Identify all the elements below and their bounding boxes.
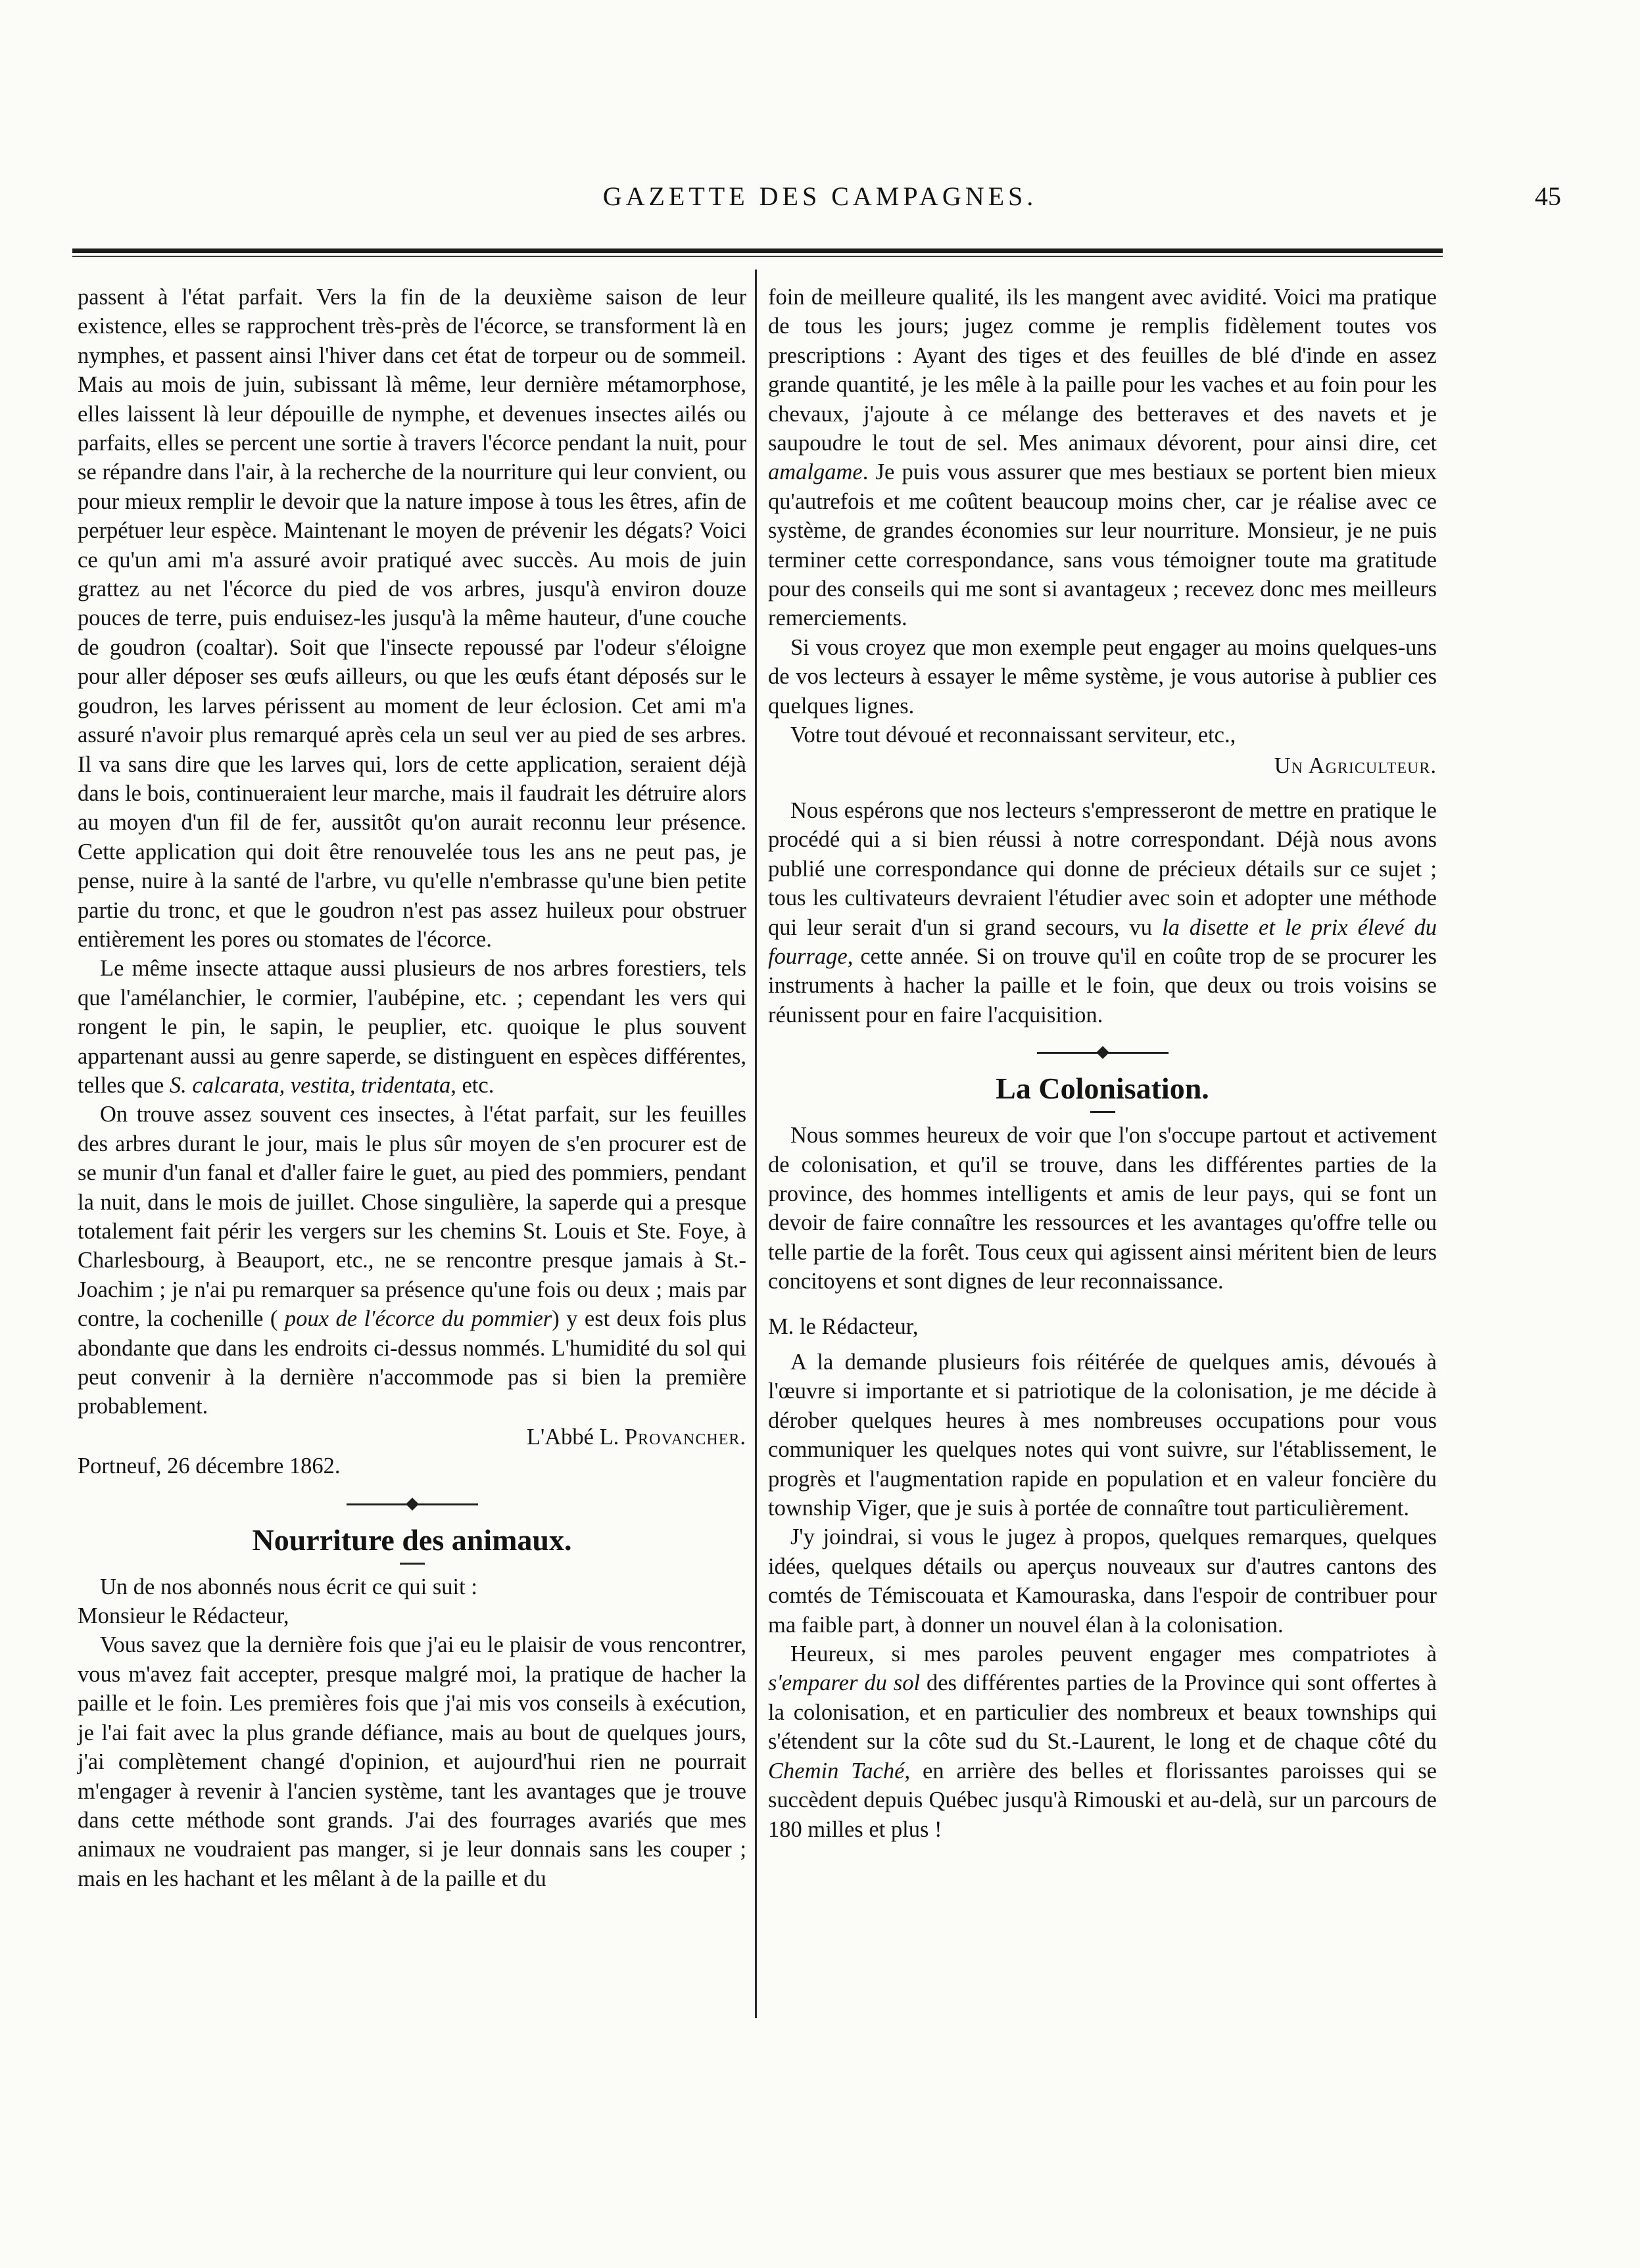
- letter-paragraph: J'y joindrai, si vous le jugez à propos, quelques remarques, quelques idées, quelques détails ou aperçus nouveaux sur d'autres cantons des comtés de Témiscouata et Kamouraska, dans l'espoir de contribuer pour ma faible part, à donner un nouvel élan à la colonisation.: [768, 1524, 1437, 1638]
- intro-line: Un de nos abonnés nous écrit ce qui suit :: [100, 1574, 477, 1599]
- page-number: 45: [1535, 181, 1561, 211]
- page-header: [79, 181, 1561, 227]
- article-paragraph: passent à l'état parfait. Vers la fin de la deuxième saison de leur existence, elles se rapprochent très-près de l'écorce, se transforment là en nymphes, et passent ainsi l'hiver dans cet état de torpeur ou de sommeil. Mais au mois de juin, subissant là même, leur dernière métamorphose, elles laissent là leur dépouille de nymphe, et devenues insectes ailés ou parfaits, elles se percent une sortie à travers l'écorce pendant la nuit, pour se répandre dans l'air, à la recherche de la nourriture qui leur convient, ou pour mieux remplir le devoir que la nature impose à tous les êtres, afin de perpétuer leur espèce. Maintenant le moyen de prévenir les dégats? Voici ce qu'un ami m'a assuré avoir pratiqué avec succès. Au mois de juin grattez au net l'écorce du pied de vos arbres, jusqu'à environ douze pouces de terre, puis enduisez-les jusqu'à la même hauteur, d'une couche de goudron (coaltar). Soit que l'insecte repoussé par l'odeur s'éloigne pour aller déposer ses œufs ailleurs, ou que les œufs étant déposés sur le goudron, les larves périssent au moment de leur éclosion. Cet ami m'a assuré n'avoir plus remarqué après cela un seul ver au pied de ses arbres. Il va sans dire que les larves qui, lors de cette application, seraient déjà dans le bois, continueraient leur marche, mais il faudrait les détruire alors au moyen d'un fil de fer, aussitôt qu'on aurait reconnu leur présence. Cette application qui doit être renouvelée tous les ans ne peut pas, je pense, nuire à la santé de l'arbre, vu qu'elle n'embrasse qu'une bien petite partie du tronc, et que le goudron n'est pas assez huileux pour obstruer entièrement les pores ou stomates de l'écorce.: [78, 285, 746, 952]
- section-title: La Colonisation.: [996, 1072, 1209, 1106]
- section-title: Nourriture des animaux.: [252, 1523, 572, 1557]
- title-dash: [1090, 1111, 1115, 1113]
- article-paragraph: On trouve assez souvent ces insectes, à l'état parfait, sur les feuilles des arbres durant le jour, mais le plus sûr moyen de s'en procurer est de se munir d'un fanal et d'aller faire le guet, au pied des pommiers, pendant la nuit, dans le mois de juillet. Chose singulière, la saperde qui a presque totalement fait périr les vergers sur les chemins St. Louis et Ste. Foye, à Charlesbourg, à Beauport, etc., ne se rencontre presque jamais à St.-Joachim ; je n'ai pu remarquer sa présence qu'une fois ou deux ; mais par contre, la cochenille ( poux de l'écorce du pommier) y est deux fois plus abondante que dans les endroits ci-dessus nommés. L'humidité du sol qui peut convenir à la dernière n'accommode pas si bien la première probablement.: [78, 1102, 747, 1419]
- right-column: [768, 283, 1437, 1844]
- letter-paragraph: Si vous croyez que mon exemple peut engager au moins quelques-uns de vos lecteurs à essayer le même système, je vous autorise à publier ces quelques lignes.: [768, 634, 1437, 719]
- section-ornament: [768, 1041, 1437, 1064]
- running-title: GAZETTE DES CAMPAGNES.: [602, 181, 1038, 211]
- letter-closing: Votre tout dévoué et reconnaissant serviteur, etc.,: [790, 722, 1236, 748]
- author-signature: L'Abbé L. Provancher.: [526, 1424, 746, 1450]
- header-rule-thin: [72, 256, 1443, 257]
- salutation: M. le Rédacteur,: [768, 1313, 919, 1339]
- letter-paragraph: Heureux, si mes paroles peuvent engager mes compatriotes à s'emparer du sol des différentes parties de la Province qui sont offertes à la colonisation, et en particulier des nombreux et beaux townships qui s'étendent sur la côte sud du St.-Laurent, le long et de chaque côté du Chemin Taché, en arrière des belles et florissantes paroisses qui se succèdent depuis Québec jusqu'à Rimouski et au-delà, sur un parcours de 180 milles et plus !: [768, 1642, 1437, 1842]
- article-paragraph: Le même insecte attaque aussi plusieurs de nos arbres forestiers, tels que l'amélanchier, le cormier, l'aubépine, etc. ; cependant les vers qui rongent le pin, le sapin, le peuplier, etc. quoique le plus souvent appartenant aussi au genre saperde, se distinguent en espèces différentes, telles que S. calcarata, vestita, tridentata, etc.: [78, 956, 746, 1098]
- editor-note: Nous espérons que nos lecteurs s'empresseront de mettre en pratique le procédé qui a si bien réussi à notre correspondant. Déjà nous avons publié une correspondance qui donne de précieux détails sur ce sujet ; tous les cultivateurs devraient l'étudier avec soin et adopter une méthode qui leur serait d'un si grand secours, vu la disette et le prix élevé du fourrage, cette année. Si on trouve qu'il en coûte trop de se procurer les instruments à hacher la paille et le foin, que deux ou trois voisins se réunissent pour en faire l'acquisition.: [768, 797, 1437, 1028]
- title-dash: [400, 1563, 425, 1565]
- header-rule: [72, 248, 1443, 253]
- article-paragraph: Nous sommes heureux de voir que l'on s'occupe partout et activement de colonisation, et qu'il se trouve, dans les différentes parties de la province, des hommes intelligents et amis de leur pays, qui se font un devoir de faire connaître les ressources et les avantages qu'offre telle ou telle partie de la forêt. Tous ceux qui agissent ainsi méritent bien de leurs concitoyens et sont dignes de leur reconnaissance.: [768, 1123, 1437, 1294]
- section-ornament: [78, 1493, 746, 1515]
- left-column: [78, 283, 746, 1893]
- place-date: Portneuf, 26 décembre 1862.: [78, 1453, 341, 1479]
- letter-paragraph: foin de meilleure qualité, ils les mangent avec avidité. Voici ma pratique de tous les jours; jugez comme je remplis fidèlement toutes vos prescriptions : Ayant des tiges et des feuilles de blé d'inde en assez grande quantité, je les mêle à la paille pour les vaches et au foin pour les chevaux, j'ajoute à ce mélange des betteraves et des navets et je saupoudre le tout de sel. Mes animaux dévorent, pour ainsi dire, cet amalgame. Je puis vous assurer que mes bestiaux se portent bien mieux qu'autrefois et me coûtent beaucoup moins cher, car je réalise avec ce système, de grandes économies sur leur nourriture. Monsieur, je ne puis terminer cette correspondance, sans vous témoigner toute ma gratitude pour des conseils qui me sont si avantageux ; recevez donc mes meilleurs remerciements.: [768, 285, 1437, 631]
- letter-signature: Un Agriculteur.: [1274, 753, 1437, 778]
- column-divider: [755, 270, 757, 2018]
- salutation: Monsieur le Rédacteur,: [78, 1603, 289, 1629]
- letter-paragraph: A la demande plusieurs fois réitérée de quelques amis, dévoués à l'œuvre si importante et si patriotique de la colonisation, je me décide à dérober quelques heures à mes nombreuses occupations pour vous communiquer les quelques notes qui vont suivre, sur l'établissement, le progrès et l'augmentation rapide en population et en valeur foncière du township Viger, que je suis à portée de connaître tout particulièrement.: [768, 1350, 1437, 1521]
- letter-paragraph: Vous savez que la dernière fois que j'ai eu le plaisir de vous rencontrer, vous m'avez fait accepter, presque malgré moi, la pratique de hacher la paille et le foin. Les premières fois que j'ai mis vos conseils à exécution, je l'ai fait avec la plus grande défiance, mais au bout de quelques jours, j'ai complètement changé d'opinion, et aujourd'hui rien ne pourrait m'engager à revenir à l'ancien système, tant les avantages que je trouve dans cette méthode sont grands. J'ai des fourrages avariés que mes animaux ne voudraient pas manger, si je leur donnais sans les couper ; mais en les hachant et les mêlant à de la paille et du: [78, 1632, 746, 1891]
